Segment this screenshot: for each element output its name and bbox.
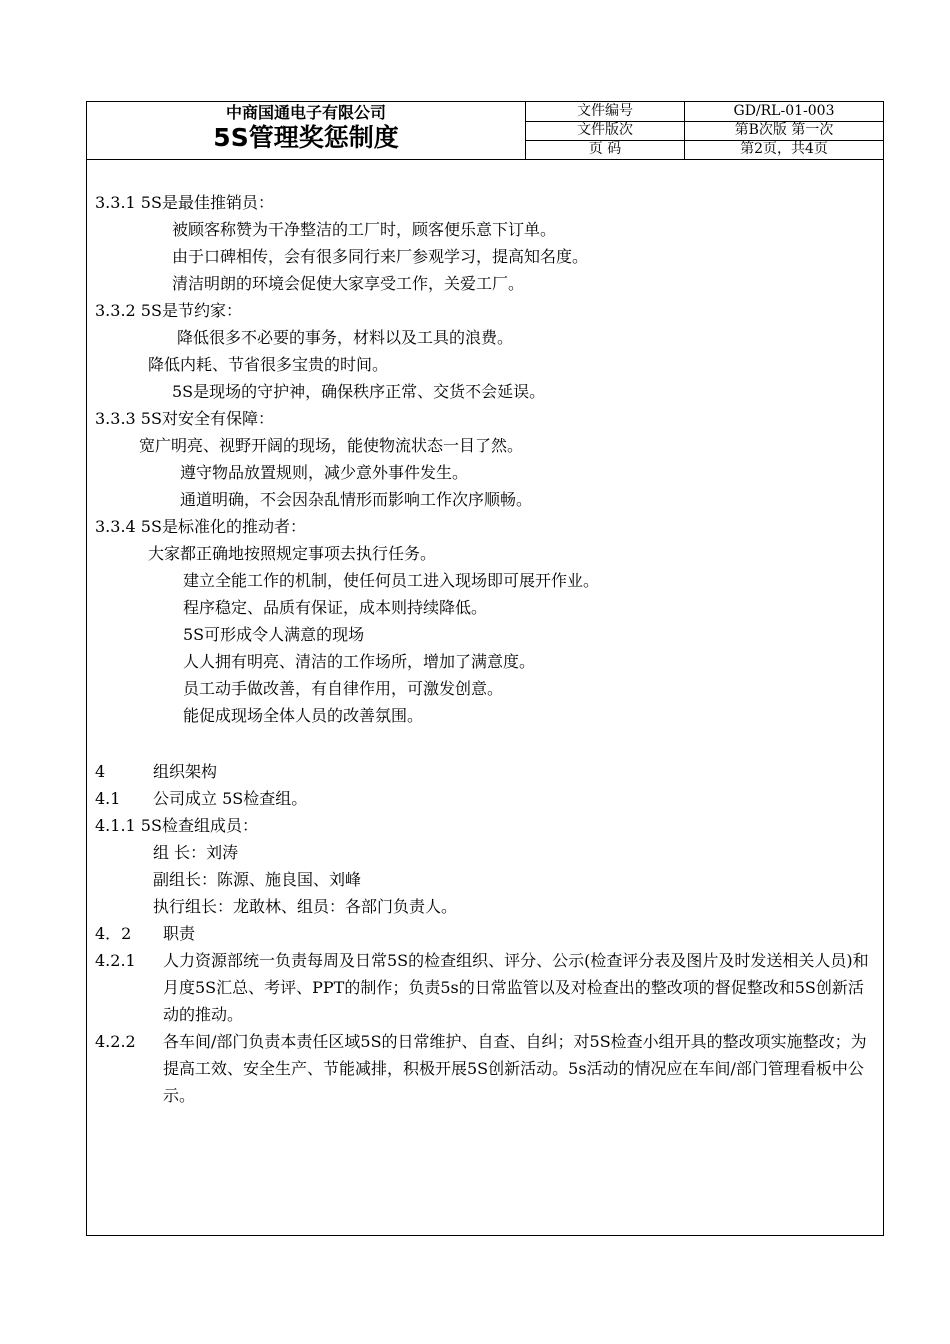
body-paragraph: 各车间/部门负责本责任区域5S的日常维护、自查、自纠；对5S检查小组开具的整改项实施整改；为提高工效、安全生产、节能减排，积极开展5S创新活动。5s活动的情况应在车间/部门管理看板中公示。 [163,1032,867,1105]
body-text: 清洁明朗的环境会促使大家享受工作，关爱工厂。 [172,274,525,293]
meta-row-version [526,121,883,141]
body-text: 被顾客称赞为干净整洁的工厂时，顾客便乐意下订单。 [172,220,557,239]
section-heading: 3.3.2 5S是节约家： [95,301,242,320]
body-text: 通道明确，不会因杂乱情形而影响工作次序顺畅。 [180,490,533,509]
body-text: 降低很多不必要的事务，材料以及工具的浪费。 [177,328,514,347]
company-name: 中商国通电子有限公司 [225,103,386,122]
header-title-cell [87,102,526,159]
document-header [87,102,883,160]
body-text: 能促成现场全体人员的改善氛围。 [183,706,424,725]
meta-value: 第B次版 第一次 [734,122,834,138]
section-number: 4.1 [95,789,121,808]
section-heading: 3.3.4 5S是标准化的推动者： [95,517,306,536]
body-text: 程序稳定、品质有保证，成本则持续降低。 [183,598,488,617]
body-text: 人人拥有明亮、清洁的工作场所，增加了满意度。 [183,652,536,671]
body-text: 大家都正确地按照规定事项去执行任务。 [148,544,437,563]
body-text: 降低内耗、节省很多宝贵的时间。 [148,355,389,374]
body-text: 副组长：陈源、施良国、刘峰 [153,870,362,889]
document-meta-table [526,102,883,159]
body-text: 员工动手做改善，有自律作用，可激发创意。 [183,679,504,698]
document-title: 5S管理奖惩制度 [213,123,399,152]
meta-label: 文件版次 [526,121,685,140]
meta-row-page [526,140,883,159]
body-text: 由于口碑相传，会有很多同行来厂参观学习，提高知名度。 [172,247,589,266]
section-heading: 3.3.3 5S对安全有保障： [95,409,274,428]
body-text: 执行组长：龙敢林、组员：各部门负责人。 [153,897,458,916]
meta-value: GD/RL-01-003 [733,103,835,119]
body-text: 5S可形成令人满意的现场 [183,625,365,644]
section-number: 4 [95,762,106,781]
meta-label: 页 码 [526,140,685,159]
section-heading: 3.3.1 5S是最佳推销员： [95,193,274,212]
section-heading: 4.1.1 5S检查组成员： [95,816,258,835]
section-heading: 组织架构 [153,762,218,781]
section-number: 4.2.2 [95,1032,136,1051]
meta-label: 文件编号 [526,102,685,121]
body-text: 公司成立 5S检查组。 [153,789,308,808]
section-number: 4．2 [95,924,132,943]
body-text: 宽广明亮、视野开阔的现场，能使物流状态一目了然。 [139,436,524,455]
meta-row-file-number [526,102,883,122]
body-text: 组 长：刘涛 [153,843,239,862]
body-text: 遵守物品放置规则，减少意外事件发生。 [180,463,469,482]
body-text: 5S是现场的守护神，确保秩序正常、交货不会延误。 [172,382,546,401]
section-heading: 职责 [163,924,196,943]
section-number: 4.2.1 [95,951,136,970]
meta-value: 第2页，共4页 [740,141,828,157]
body-paragraph: 人力资源部统一负责每周及日常5S的检查组织、评分、公示(检查评分表及图片及时发送相关人员)和月度5S汇总、考评、PPT的制作；负责5s的日常监管以及对检查出的整改项的督促整改和5S创新活动的推动。 [163,951,869,1024]
body-text: 建立全能工作的机制，使任何员工进入现场即可展开作业。 [183,571,600,590]
